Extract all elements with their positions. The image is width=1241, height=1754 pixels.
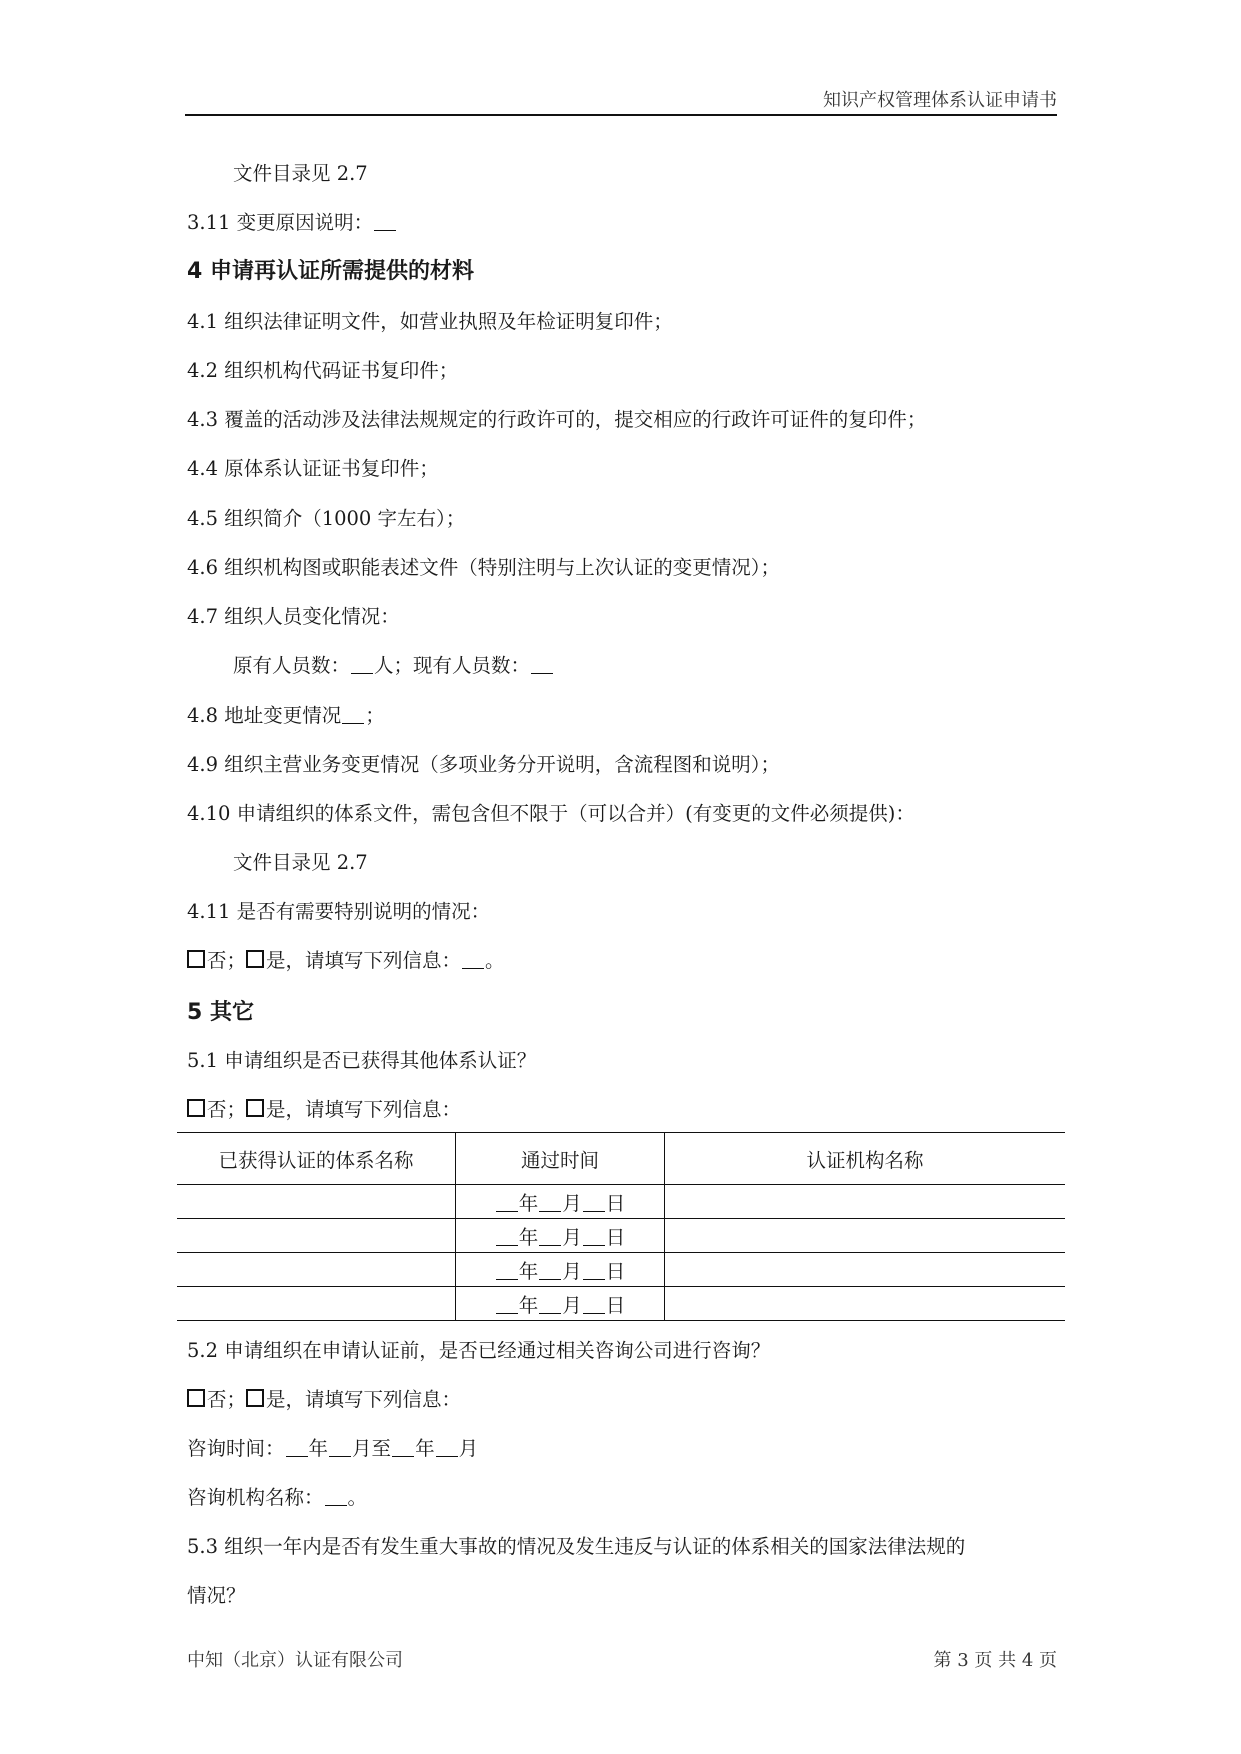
system-name-cell[interactable]	[177, 1219, 456, 1253]
yes-checkbox[interactable]	[246, 1389, 264, 1407]
current-staff-blank[interactable]	[531, 655, 553, 674]
no-label: 否；	[207, 1388, 247, 1411]
certification-table	[177, 1132, 1065, 1321]
footer-company: 中知（北京）认证有限公司	[187, 1650, 403, 1671]
item-3-11	[187, 210, 397, 236]
address-change-blank[interactable]	[342, 705, 364, 724]
date-cell[interactable]: 年 月 日	[456, 1219, 665, 1253]
system-name-cell[interactable]	[177, 1287, 456, 1321]
staff-count-line	[233, 653, 554, 679]
yes-checkbox[interactable]	[246, 1099, 264, 1117]
yes-label: 是，请填写下列信息：	[266, 1098, 462, 1121]
start-month-blank[interactable]	[329, 1438, 351, 1457]
consult-time-line	[187, 1436, 478, 1462]
item-5-3-line1: 5.3 组织一年内是否有发生重大事故的情况及发生违反与认证的体系相关的国家法律法规的	[187, 1535, 966, 1558]
item-4-5: 4.5 组织简介（1000 字左右）；	[187, 507, 466, 530]
year-label: 年	[308, 1437, 329, 1460]
consult-org-line	[187, 1485, 367, 1511]
date-cell[interactable]: 年 月 日	[456, 1287, 665, 1321]
cert-body-cell[interactable]	[665, 1253, 1066, 1287]
table-header-row	[177, 1133, 1065, 1185]
to-label: 至	[371, 1437, 392, 1460]
cert-body-cell[interactable]	[665, 1185, 1066, 1219]
cert-body-cell[interactable]	[665, 1287, 1066, 1321]
no-checkbox[interactable]	[187, 1389, 205, 1407]
yes-label: 是，请填写下列信息：	[266, 1388, 462, 1411]
end-month-blank[interactable]	[436, 1438, 458, 1457]
item-5-2: 5.2 申请组织在申请认证前，是否已经通过相关咨询公司进行咨询？	[187, 1339, 771, 1362]
blank-field[interactable]	[374, 212, 396, 231]
yes-label: 是，请填写下列信息：	[266, 949, 462, 972]
item-4-3: 4.3 覆盖的活动涉及法律法规规定的行政许可的，提交相应的行政许可证件的复印件；	[187, 408, 927, 431]
no-checkbox[interactable]	[187, 1099, 205, 1117]
item-3-11-label: 3.11 变更原因说明：	[187, 211, 374, 234]
item-4-6: 4.6 组织机构图或职能表述文件（特别注明与上次认证的变更情况）；	[187, 556, 780, 579]
start-year-blank[interactable]	[286, 1438, 308, 1457]
file-directory-note: 文件目录见 2.7	[233, 162, 368, 185]
item-4-8	[187, 703, 385, 729]
page-header-title: 知识产权管理体系认证申请书	[823, 90, 1057, 111]
date-cell[interactable]: 年 月 日	[456, 1253, 665, 1287]
checkbox-line-5-2	[187, 1387, 461, 1413]
cert-body-cell[interactable]	[665, 1219, 1066, 1253]
section-5-heading: 5 其它	[187, 1000, 254, 1025]
end-year-blank[interactable]	[392, 1438, 414, 1457]
system-name-cell[interactable]	[177, 1253, 456, 1287]
original-staff-blank[interactable]	[351, 655, 373, 674]
item-4-4: 4.4 原体系认证证书复印件；	[187, 457, 439, 480]
item-4-11: 4.11 是否有需要特别说明的情况：	[187, 900, 491, 923]
file-directory-note-2: 文件目录见 2.7	[233, 851, 368, 874]
consult-org-blank[interactable]	[325, 1487, 347, 1506]
consult-time-label: 咨询时间：	[187, 1437, 285, 1460]
original-staff-label: 原有人员数：	[233, 654, 351, 677]
checkbox-line-4-11	[187, 948, 505, 974]
item-4-9: 4.9 组织主营业务变更情况（多项业务分开说明，含流程图和说明）；	[187, 753, 780, 776]
item-4-8-label: 4.8 地址变更情况	[187, 704, 342, 727]
period: 。	[347, 1486, 368, 1509]
month-label: 月	[352, 1437, 372, 1460]
item-4-2: 4.2 组织机构代码证书复印件；	[187, 359, 459, 382]
table-row	[177, 1219, 1065, 1253]
system-name-cell[interactable]	[177, 1185, 456, 1219]
item-5-1: 5.1 申请组织是否已获得其他体系认证？	[187, 1049, 537, 1072]
table-row	[177, 1185, 1065, 1219]
no-label: 否；	[207, 1098, 247, 1121]
item-4-7: 4.7 组织人员变化情况：	[187, 605, 400, 628]
header-rule	[185, 114, 1057, 116]
footer-page-number: 第 3 页 共 4 页	[933, 1650, 1057, 1671]
month-label: 月	[458, 1437, 479, 1460]
no-checkbox[interactable]	[187, 950, 205, 968]
col-cert-body: 认证机构名称	[665, 1133, 1066, 1185]
table-row	[177, 1253, 1065, 1287]
period: 。	[485, 949, 505, 972]
col-pass-time: 通过时间	[456, 1133, 665, 1185]
item-4-1: 4.1 组织法律证明文件，如营业执照及年检证明复印件；	[187, 310, 673, 333]
section-4-heading: 4 申请再认证所需提供的材料	[187, 259, 474, 284]
year-label: 年	[415, 1437, 435, 1460]
checkbox-line-5-1	[187, 1097, 461, 1123]
no-label: 否；	[207, 949, 247, 972]
date-cell[interactable]: 年 月 日	[456, 1185, 665, 1219]
item-4-10: 4.10 申请组织的体系文件，需包含但不限于（可以合并）(有变更的文件必须提供)：	[187, 802, 915, 825]
consult-org-label: 咨询机构名称：	[187, 1486, 324, 1509]
info-blank[interactable]	[462, 950, 484, 969]
yes-checkbox[interactable]	[246, 950, 264, 968]
item-5-3-line2: 情况？	[187, 1584, 246, 1607]
col-system-name: 已获得认证的体系名称	[177, 1133, 456, 1185]
table-row	[177, 1287, 1065, 1321]
current-staff-label: 人；现有人员数：	[374, 654, 531, 677]
semicolon: ；	[365, 704, 385, 727]
